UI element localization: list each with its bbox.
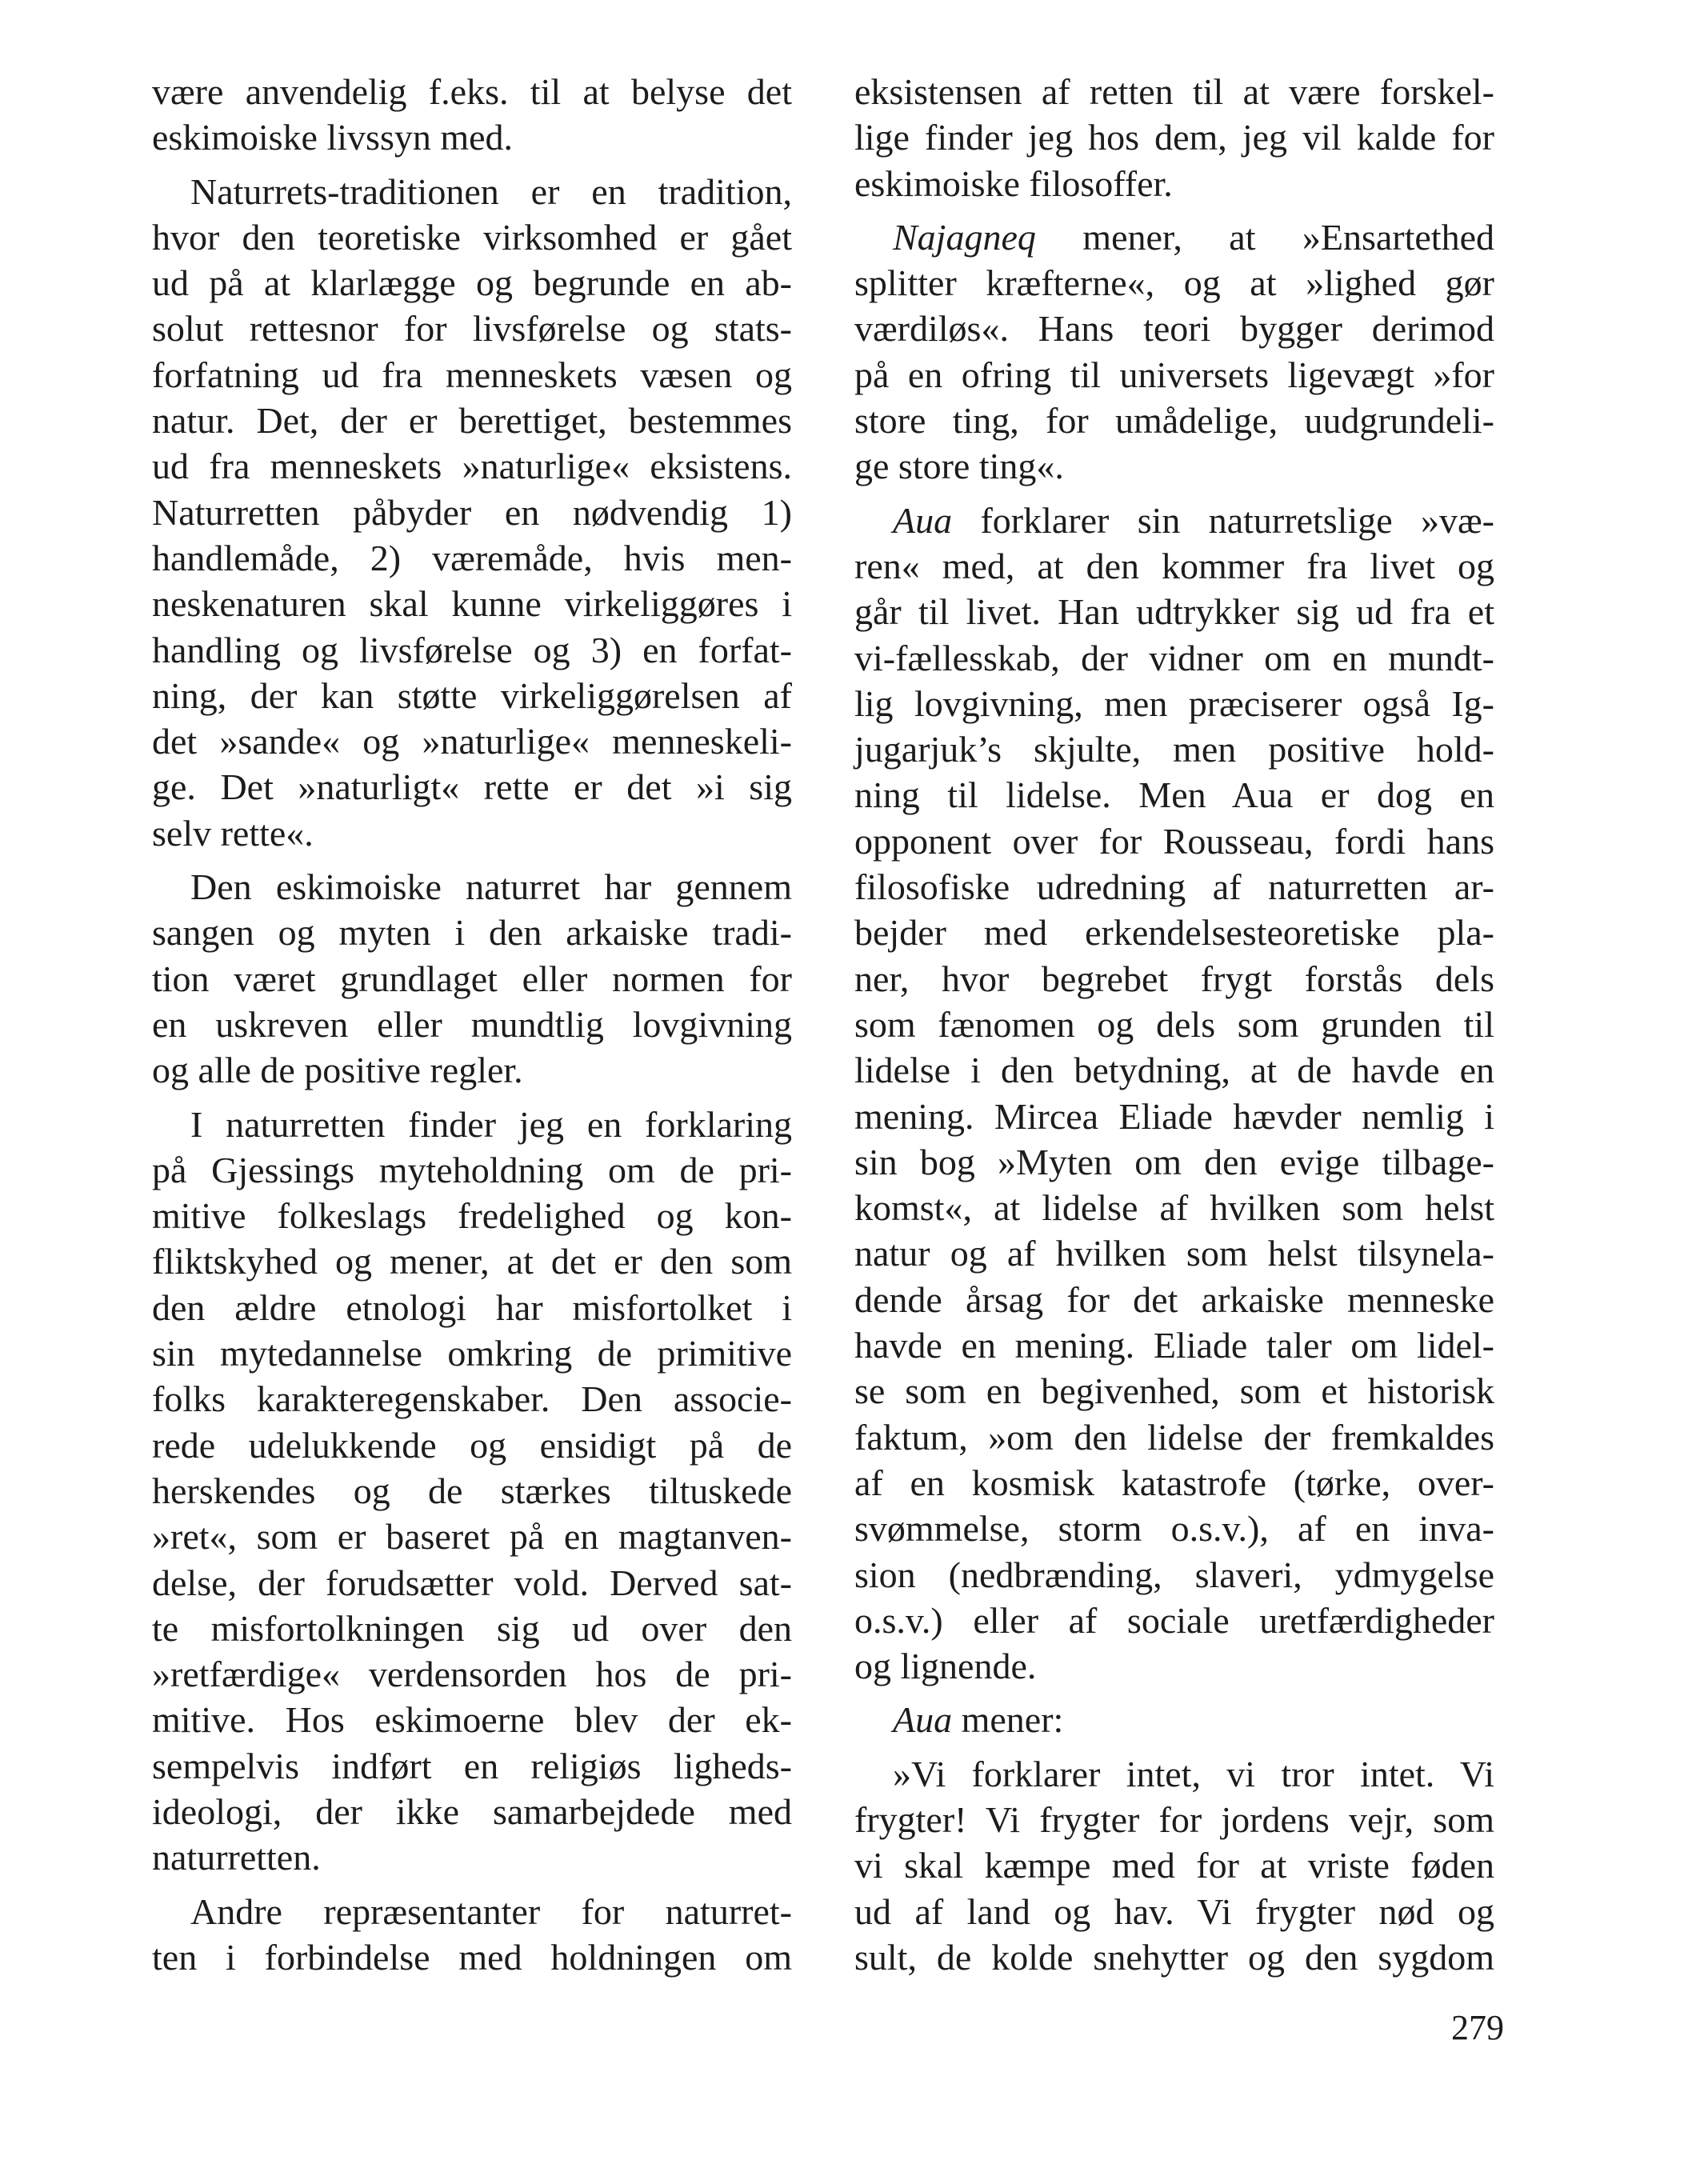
text-line: splitter kræfterne«, og at »lighed gør bbox=[854, 262, 1494, 304]
text-line: forfatning ud fra menneskets væsen og bbox=[152, 354, 792, 395]
text-line: og alle de positive regler. bbox=[152, 1050, 523, 1091]
text-line: Andre repræsentanter for naturret- bbox=[190, 1890, 792, 1932]
text-line: som fænomen og dels som grunden til bbox=[854, 1003, 1494, 1045]
text-line: se som en begivenhed, som et historisk bbox=[854, 1370, 1494, 1412]
text-line: den ældre etnologi har misfortolket i bbox=[152, 1286, 792, 1328]
text-line: lig lovgivning, men præciserer også Ig- bbox=[854, 682, 1494, 724]
text-line: eskimoiske filosoffer. bbox=[854, 162, 1173, 204]
text-line: hvor den teoretiske virksomhed er gået bbox=[152, 216, 792, 258]
text-line: Naturrets-traditionen er en tradition, bbox=[190, 170, 792, 212]
text-line: være anvendelig f.eks. til at belyse det bbox=[152, 71, 792, 112]
quote-line: sult, de kolde snehytter og den sygdom bbox=[854, 1936, 1494, 1978]
text-line: filosofiske udredning af naturretten ar- bbox=[854, 866, 1494, 908]
text-line: solut rettesnor for livsførelse og stats- bbox=[152, 308, 792, 350]
text-line: sin bog »Myten om den evige tilbage- bbox=[854, 1141, 1494, 1182]
left-column bbox=[152, 69, 792, 1980]
quote-line: ud af land og hav. Vi frygter nød og bbox=[854, 1890, 1494, 1932]
text-line: herskendes og de stærkes tiltuskede bbox=[152, 1470, 792, 1511]
text-line: Den eskimoiske naturret har gennem bbox=[190, 866, 792, 908]
text-line: neskenaturen skal kunne virkeliggøres i bbox=[152, 583, 792, 625]
text-line: værdiløs«. Hans teori bygger derimod bbox=[854, 308, 1494, 350]
text-line: store ting, for umådelige, uudgrundeli- bbox=[854, 400, 1494, 442]
text-line: Naturretten påbyder en nødvendig 1) bbox=[152, 491, 792, 533]
text-line: »retfærdige« verdensorden hos de pri- bbox=[152, 1654, 792, 1695]
text-line: mitive folkeslags fredelighed og kon- bbox=[152, 1195, 792, 1237]
text-line: det »sande« og »naturlige« menneskeli- bbox=[152, 721, 792, 762]
text-line: opponent over for Rousseau, fordi hans bbox=[854, 820, 1494, 862]
right-column bbox=[854, 69, 1494, 1980]
text-line: delse, der forudsætter vold. Derved sat- bbox=[152, 1562, 792, 1603]
text-line: på en ofring til universets ligevægt »for bbox=[854, 354, 1494, 395]
text-line: og lignende. bbox=[854, 1646, 1037, 1687]
page-number: 279 bbox=[1451, 2008, 1504, 2047]
text-run: mener: bbox=[952, 1699, 1064, 1741]
text-line: o.s.v.) eller af sociale uretfærdigheder bbox=[854, 1599, 1494, 1641]
text-line: te misfortolkningen sig ud over den bbox=[152, 1607, 792, 1649]
text-line: går til livet. Han udtrykker sig ud fra et bbox=[854, 591, 1494, 633]
text-line: en uskreven eller mundtlig lovgivning bbox=[152, 1003, 792, 1045]
text-line: ge. Det »naturligt« rette er det »i sig bbox=[152, 766, 792, 808]
text-line: fliktskyhed og mener, at det er den som bbox=[152, 1241, 792, 1282]
text-line: tion været grundlaget eller normen for bbox=[152, 958, 792, 999]
text-line: sempelvis indført en religiøs ligheds- bbox=[152, 1745, 792, 1786]
person-name: Aua bbox=[893, 499, 953, 541]
text-line: natur. Det, der er berettiget, bestemmes bbox=[152, 400, 792, 442]
text-line: natur og af hvilken som helst tilsynela- bbox=[854, 1233, 1494, 1274]
text-line: lidelse i den betydning, at de havde en bbox=[854, 1050, 1494, 1091]
text-line: sion (nedbrænding, slaveri, ydmygelse bbox=[854, 1554, 1494, 1595]
text-line: handlemåde, 2) væremåde, hvis men- bbox=[152, 537, 792, 578]
text-run: forklarer sin naturretslige »væ- bbox=[952, 499, 1494, 541]
text-line: af en kosmisk katastrofe (tørke, over- bbox=[854, 1462, 1494, 1503]
text-line: ner, hvor begrebet frygt forstås dels bbox=[854, 958, 1494, 999]
text-line: svømmelse, storm o.s.v.), af en inva- bbox=[854, 1508, 1494, 1550]
text-line: bejder med erkendelsesteoretiske pla- bbox=[854, 912, 1494, 954]
text-line: eksistensen af retten til at være forskel- bbox=[854, 71, 1494, 112]
text-line: jugarjuk’s skjulte, men positive hold- bbox=[854, 729, 1494, 770]
text-line: på Gjessings myteholdning om de pri- bbox=[152, 1149, 792, 1190]
quote-line: frygter! Vi frygter for jordens vejr, som bbox=[854, 1798, 1494, 1840]
text-line: ten i forbindelse med holdningen om bbox=[152, 1936, 792, 1978]
text-run: mener, at »Ensartethed bbox=[1035, 216, 1494, 258]
text-line: ning, der kan støtte virkeliggørelsen af bbox=[152, 674, 792, 716]
text-line: ud fra menneskets »naturlige« eksistens. bbox=[152, 446, 792, 487]
text-line bbox=[854, 214, 1494, 260]
text-line: ideologi, der ikke samarbejdede med bbox=[152, 1790, 792, 1832]
text-line: dende årsag for det arkaiske menneske bbox=[854, 1278, 1494, 1320]
text-line: sin mytedannelse omkring de primitive bbox=[152, 1333, 792, 1374]
text-line bbox=[854, 1697, 1494, 1742]
text-line: I naturretten finder jeg en forklaring bbox=[190, 1103, 792, 1145]
quote-line: vi skal kæmpe med for at vriste føden bbox=[854, 1845, 1494, 1886]
text-line: komst«, at lidelse af hvilken som helst bbox=[854, 1187, 1494, 1229]
text-line: vi-fællesskab, der vidner om en mundt- bbox=[854, 637, 1494, 678]
text-line: ren« med, at den kommer fra livet og bbox=[854, 545, 1494, 586]
text-line: »ret«, som er baseret på en magtanven- bbox=[152, 1516, 792, 1558]
quote-line: »Vi forklarer intet, vi tror intet. Vi bbox=[893, 1753, 1494, 1794]
text-line: ge store ting«. bbox=[854, 446, 1064, 487]
text-line: rede udelukkende og ensidigt på de bbox=[152, 1424, 792, 1466]
text-line: eskimoiske livssyn med. bbox=[152, 117, 514, 158]
text-line: havde en mening. Eliade taler om lidel- bbox=[854, 1325, 1494, 1366]
person-name: Najagneq bbox=[893, 216, 1036, 258]
text-line: ud på at klarlægge og begrunde en ab- bbox=[152, 262, 792, 304]
text-line: sangen og myten i den arkaiske tradi- bbox=[152, 912, 792, 954]
text-line: naturretten. bbox=[152, 1837, 321, 1878]
text-line: faktum, »om den lidelse der fremkaldes bbox=[854, 1416, 1494, 1458]
text-line: mening. Mircea Eliade hævder nemlig i bbox=[854, 1095, 1494, 1137]
text-line: folks karakteregenskaber. Den associe- bbox=[152, 1378, 792, 1420]
text-line: handling og livsførelse og 3) en forfat- bbox=[152, 629, 792, 670]
text-line: selv rette«. bbox=[152, 812, 314, 854]
person-name: Aua bbox=[893, 1699, 953, 1741]
text-line: lige finder jeg hos dem, jeg vil kalde for bbox=[854, 117, 1494, 158]
text-line: mitive. Hos eskimoerne blev der ek- bbox=[152, 1699, 792, 1741]
text-line: ning til lidelse. Men Aua er dog en bbox=[854, 774, 1494, 816]
text-line bbox=[854, 498, 1494, 543]
